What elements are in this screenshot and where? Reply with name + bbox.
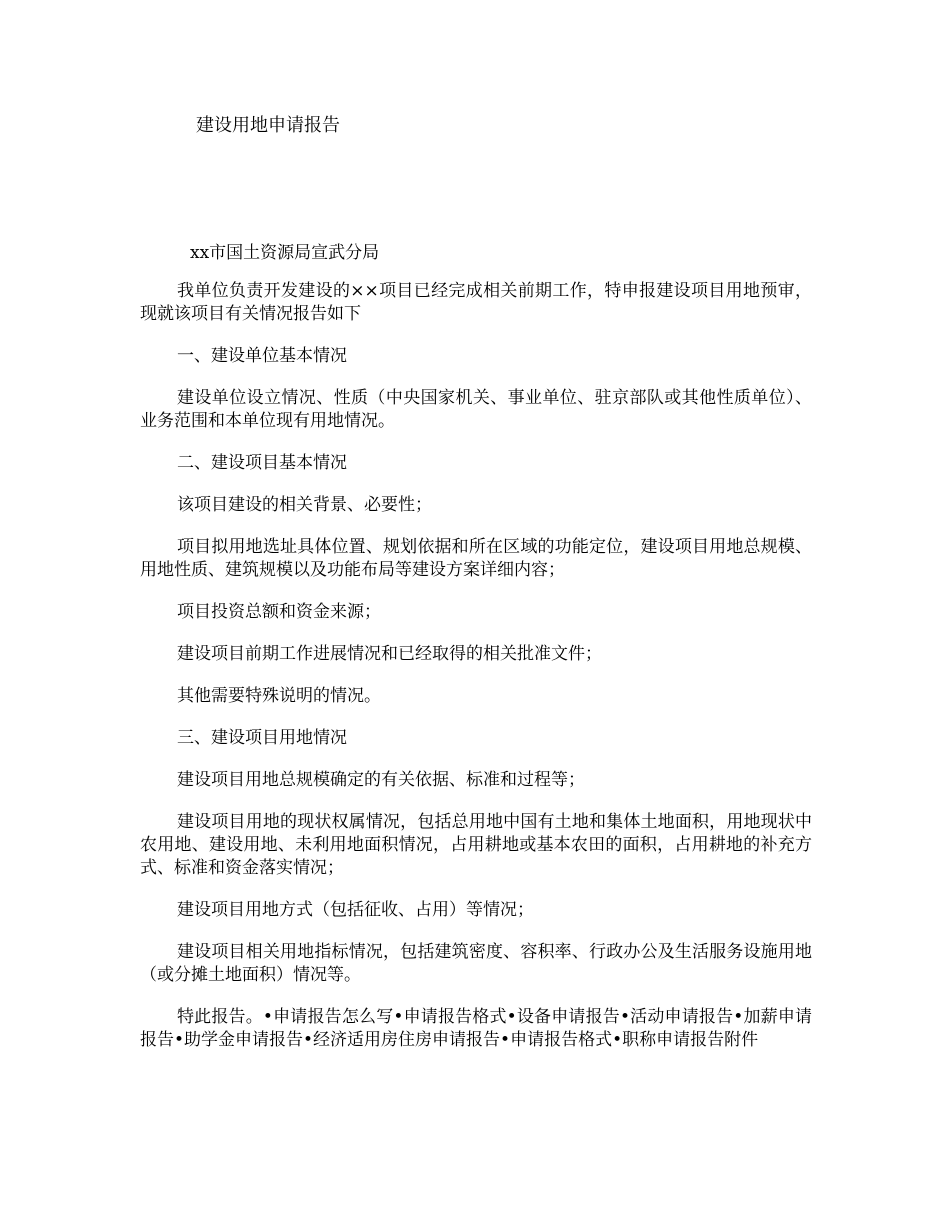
addressee-line: xx市国土资源局宣武分局 [190, 243, 380, 263]
paragraph: 其他需要特殊说明的情况。 [177, 686, 381, 706]
closing-and-related-links: 特此报告。•申请报告怎么写•申请报告格式•设备申请报告•活动申请报告•加薪申请报告•助学金申请报告•经济适用房住房申请报告•申请报告格式•职称申请报告附件 [140, 1007, 812, 1050]
paragraph: 建设项目用地总规模确定的有关依据、标准和过程等； [177, 770, 585, 790]
document-title: 建设用地申请报告 [196, 115, 340, 136]
section-heading-2: 二、建设项目基本情况 [177, 453, 347, 473]
paragraph: 该项目建设的相关背景、必要性； [177, 495, 432, 515]
section-heading-1: 一、建设单位基本情况 [177, 346, 347, 366]
paragraph: 建设项目相关用地指标情况，包括建筑密度、容积率、行政办公及生活服务设施用地（或分摊土地面积）情况等。 [140, 942, 812, 985]
paragraph: 建设项目前期工作进展情况和已经取得的相关批准文件； [177, 644, 602, 664]
paragraph: 建设项目用地的现状权属情况，包括总用地中国有土地和集体土地面积，用地现状中农用地、建设用地、未利用地面积情况，占用耕地或基本农田的面积，占用耕地的补充方式、标准和资金落实情况； [140, 812, 812, 878]
paragraph: 建设单位设立情况、性质（中央国家机关、事业单位、驻京部队或其他性质单位）、业务范围和本单位现有用地情况。 [140, 388, 812, 431]
paragraph: 项目拟用地选址具体位置、规划依据和所在区域的功能定位，建设项目用地总规模、用地性质、建筑规模以及功能布局等建设方案详细内容； [140, 537, 812, 580]
paragraph-intro: 我单位负责开发建设的××项目已经完成相关前期工作，特申报建设项目用地预审，现就该项目有关情况报告如下 [140, 281, 812, 324]
document-body [140, 280, 812, 1071]
paragraph: 建设项目用地方式（包括征收、占用）等情况； [177, 900, 534, 920]
paragraph: 项目投资总额和资金来源； [177, 602, 381, 622]
section-heading-3: 三、建设项目用地情况 [177, 728, 347, 748]
